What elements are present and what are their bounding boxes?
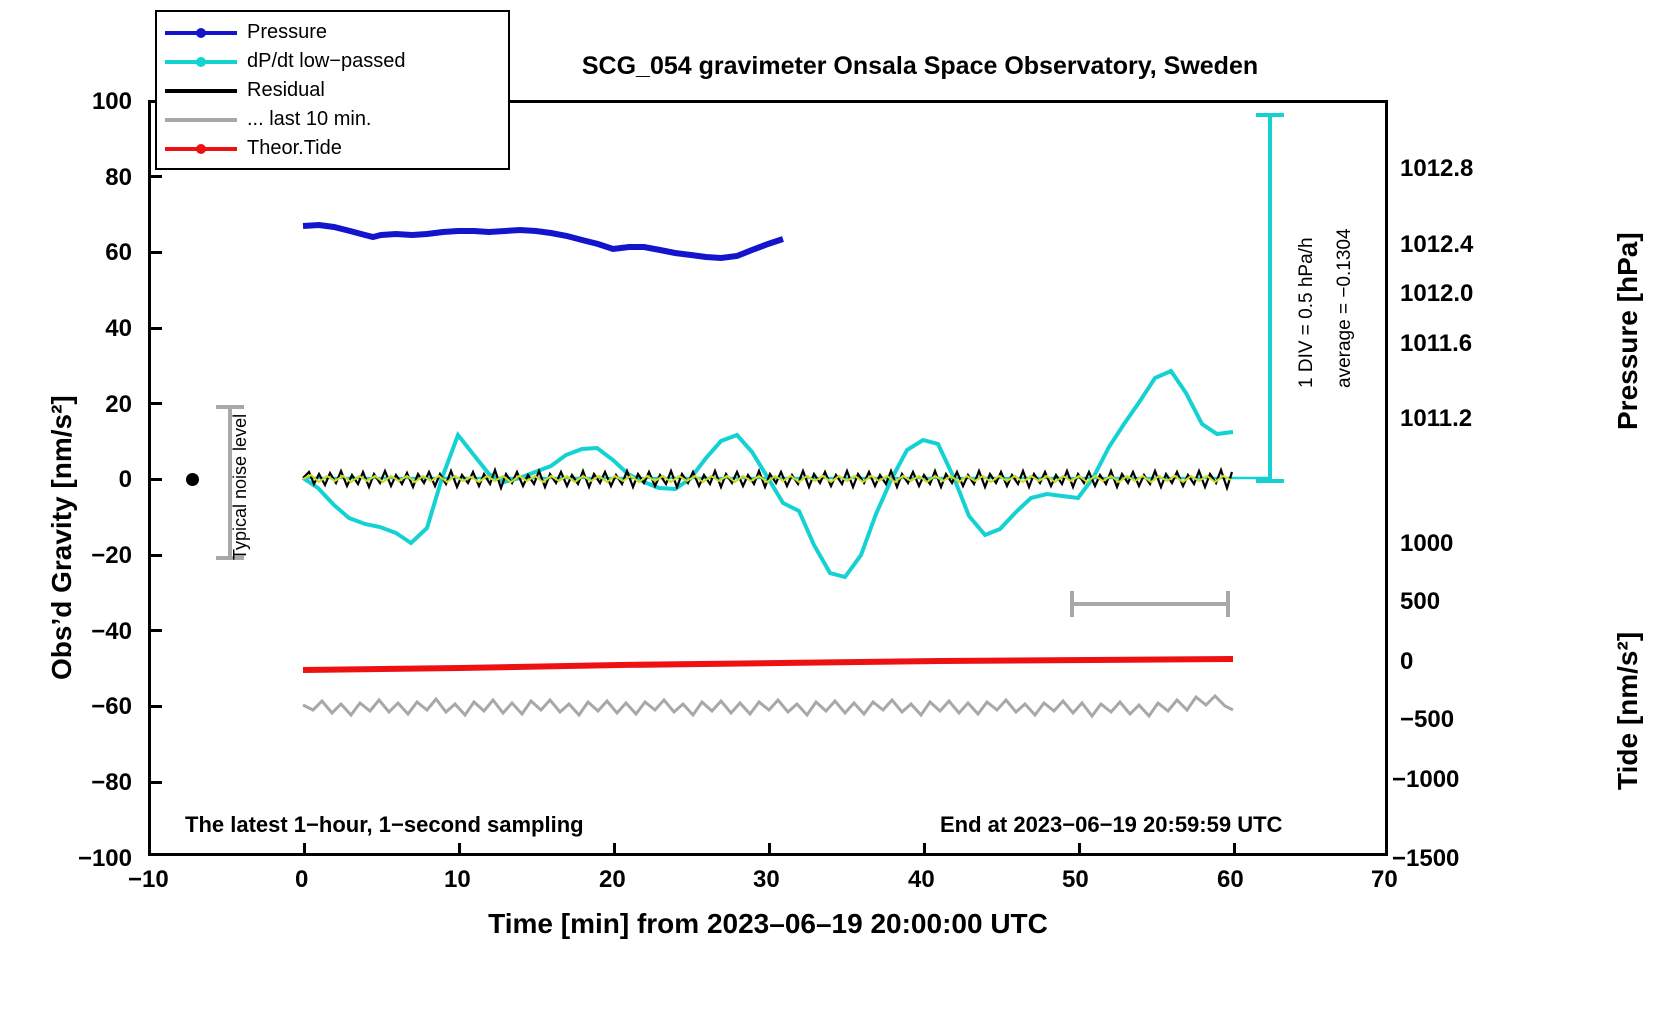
- legend-item[interactable]: [165, 47, 500, 76]
- legend: [155, 10, 510, 170]
- legend-item[interactable]: [165, 134, 500, 163]
- y-tick-label: 60: [105, 239, 132, 266]
- y-axis-label-pressure: Pressure [hPa]: [1612, 232, 1643, 430]
- x-tick-label: 60: [1217, 866, 1244, 893]
- legend-swatch-last10: [165, 105, 237, 134]
- tide-tick-label: −500: [1400, 706, 1455, 733]
- y-tick-label: 40: [105, 315, 132, 342]
- x-tick-label: 50: [1062, 866, 1089, 893]
- legend-swatch-residual: [165, 76, 237, 105]
- last10-span-cap-left: [1070, 591, 1074, 617]
- y-tick-label: 80: [105, 164, 132, 191]
- legend-label: ... last 10 min.: [247, 108, 372, 130]
- legend-item[interactable]: [165, 18, 500, 47]
- legend-label: Theor.Tide: [247, 137, 342, 159]
- legend-swatch-tide: [165, 134, 237, 163]
- noise-cap-top: [216, 405, 244, 409]
- legend-label: Residual: [247, 79, 325, 101]
- y-axis-label-tide: Tide [nm/s²]: [1612, 631, 1643, 790]
- end-time-note: End at 2023−06−19 20:59:59 UTC: [940, 812, 1283, 837]
- legend-item[interactable]: [165, 105, 500, 134]
- x-tick-label: 70: [1371, 866, 1398, 893]
- x-tick-label: −10: [128, 866, 169, 893]
- legend-swatch-dpdt: [165, 47, 237, 76]
- dpdt-average-label: average = −0.1304: [1334, 228, 1355, 388]
- dpdt-scale-label: 1 DIV = 0.5 hPa/h: [1296, 237, 1317, 388]
- page-title: SCG_054 gravimeter Onsala Space Observatory, Sweden: [581, 52, 1259, 80]
- pressure-tick-label: 1011.6: [1400, 330, 1473, 357]
- noise-center-dot: [186, 473, 199, 486]
- legend-label: Pressure: [247, 21, 328, 43]
- dpdt-scale-cap-top: [1256, 113, 1284, 117]
- tide-tick-label: −1500: [1392, 845, 1460, 872]
- tide-tick-label: 500: [1400, 588, 1441, 615]
- pressure-tick-label: 1012.8: [1400, 155, 1474, 182]
- x-tick-label: 0: [295, 866, 309, 893]
- legend-swatch-pressure: [165, 18, 237, 47]
- y-tick-label: 0: [118, 466, 132, 493]
- x-tick-label: 20: [599, 866, 626, 893]
- series-pressure-line: [303, 225, 783, 258]
- noise-level-label: Typical noise level: [230, 413, 250, 560]
- legend-label: dP/dt low−passed: [247, 50, 406, 72]
- y-tick-label: 20: [105, 391, 132, 418]
- last10-span-cap-right: [1226, 591, 1230, 617]
- y-axis-label-left: Obs’d Gravity [nm/s²]: [46, 395, 77, 680]
- pressure-tick-label: 1011.2: [1400, 405, 1473, 432]
- dpdt-scale-bar: [1268, 113, 1272, 483]
- sampling-note: The latest 1−hour, 1−second sampling: [185, 812, 584, 837]
- y-tick-label: −80: [91, 769, 132, 796]
- tide-tick-label: −1000: [1392, 766, 1460, 793]
- y-tick-label: 100: [91, 88, 132, 115]
- y-tick-label: −100: [77, 845, 132, 872]
- dpdt-scale-cap-bottom: [1256, 479, 1284, 483]
- x-axis-label: Time [min] from 2023–06–19 20:00:00 UTC: [488, 908, 1048, 939]
- x-tick-label: 40: [908, 866, 935, 893]
- last10-span-bar: [1070, 602, 1230, 606]
- tide-tick-label: 0: [1400, 648, 1414, 675]
- series-tide-line: [303, 659, 1233, 670]
- y-tick-label: −20: [91, 542, 132, 569]
- y-tick-label: −40: [91, 618, 132, 645]
- series-last10-line: [303, 696, 1233, 716]
- pressure-tick-label: 1012.4: [1400, 231, 1474, 258]
- x-tick-label: 10: [444, 866, 471, 893]
- noise-level-marker: [186, 400, 250, 590]
- tide-tick-label: 1000: [1400, 530, 1454, 557]
- pressure-tick-label: 1012.0: [1400, 280, 1474, 307]
- y-tick-label: −60: [91, 693, 132, 720]
- x-tick-label: 30: [753, 866, 780, 893]
- legend-item[interactable]: [165, 76, 500, 105]
- series-dpdt-line: [303, 371, 1233, 577]
